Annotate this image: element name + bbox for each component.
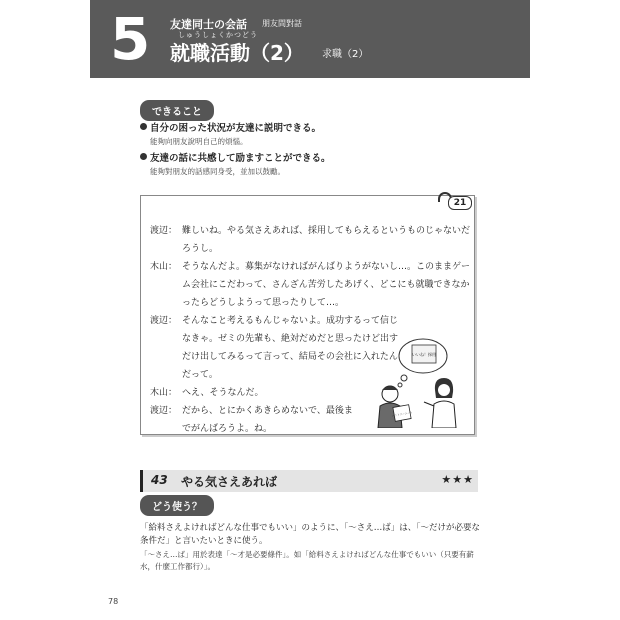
can-do-item: 友達の話に共感して励ますことができる。 — [140, 152, 500, 166]
can-do-item-cn: 能夠對朋友的話感同身受，並加以鼓勵。 — [150, 167, 285, 176]
chapter-subtitle-cn: 朋友間對話 — [262, 19, 302, 28]
dialogue-text: だから、とにかくあきらめないで、最後までがんばろうよ。ね。 — [182, 406, 353, 434]
speaker: 木山： — [150, 262, 178, 272]
page-number: 78 — [108, 597, 119, 606]
can-do-item: 自分の困った状況が友達に説明できる。 — [140, 122, 500, 136]
grammar-explanation: 「給料さえよければどんな仕事でもいい」のように、「〜さえ…ば」は、「〜だけが必要な条件だ」と言いたいときに使う。 — [140, 523, 481, 546]
dialogue-text: そうなんだよ。募集がなければがんばりようがないし…。このままゲーム会社にこだわって、さんざん苦労したあげく、どこにも就職できなかったらどうしようって思ったりして…。 — [182, 262, 471, 308]
audio-track-badge[interactable]: 21 — [448, 196, 472, 210]
title-ruby: しゅうしょくかつどう — [178, 31, 258, 39]
difficulty-stars: ★★★ — [441, 473, 474, 486]
poster-text: いいね！採用 — [412, 352, 436, 357]
grammar-title: やる気さえあれば — [181, 475, 278, 489]
speaker: 渡辺： — [150, 406, 178, 416]
bullet-icon — [140, 123, 147, 130]
paper-text: エントリーシート — [391, 411, 413, 418]
can-do-list — [140, 122, 500, 182]
chapter-subtitle-jp: 友達同士の会話 — [170, 18, 247, 31]
speaker: 渡辺： — [150, 226, 178, 236]
chapter-header-band — [90, 0, 530, 78]
dialogue-text: そんなこと考えるもんじゃないよ。成功するって信じなきゃ。ゼミの先輩も、絶対だめだと思ったけど出すだけ出してみるって言って、結局その会社に入れたんだって。 — [182, 316, 399, 380]
grammar-number: 43 — [151, 473, 168, 487]
dialogue-text: 難しいね。やる気さえあれば、採用してもらえるというものじゃないだろうし。 — [182, 226, 471, 254]
dialogue-text: へえ、そうなんだ。 — [182, 388, 264, 398]
conversation-illustration — [368, 336, 468, 428]
bullet-icon — [140, 153, 147, 160]
can-do-label: できること — [140, 100, 214, 121]
grammar-explanation-cn: 「〜さえ…ば」用於表達「〜才是必要條件」。如「給料さえよければどんな仕事でもいい（只要有薪水，什麼工作都行）」。 — [140, 550, 474, 571]
grammar-header — [140, 470, 478, 492]
chapter-number: 5 — [110, 5, 151, 73]
how-to-use-label: どう使う？ — [140, 495, 214, 516]
dialogue-line — [150, 258, 470, 312]
speaker: 渡辺： — [150, 316, 178, 326]
speaker: 木山： — [150, 388, 178, 398]
dialogue-line — [150, 222, 470, 258]
page-title: 就職活動（2） — [170, 41, 304, 65]
page-title-cn: 求職（2） — [322, 49, 369, 60]
can-do-item-cn: 能夠向朋友說明自己的煩惱。 — [150, 137, 248, 146]
